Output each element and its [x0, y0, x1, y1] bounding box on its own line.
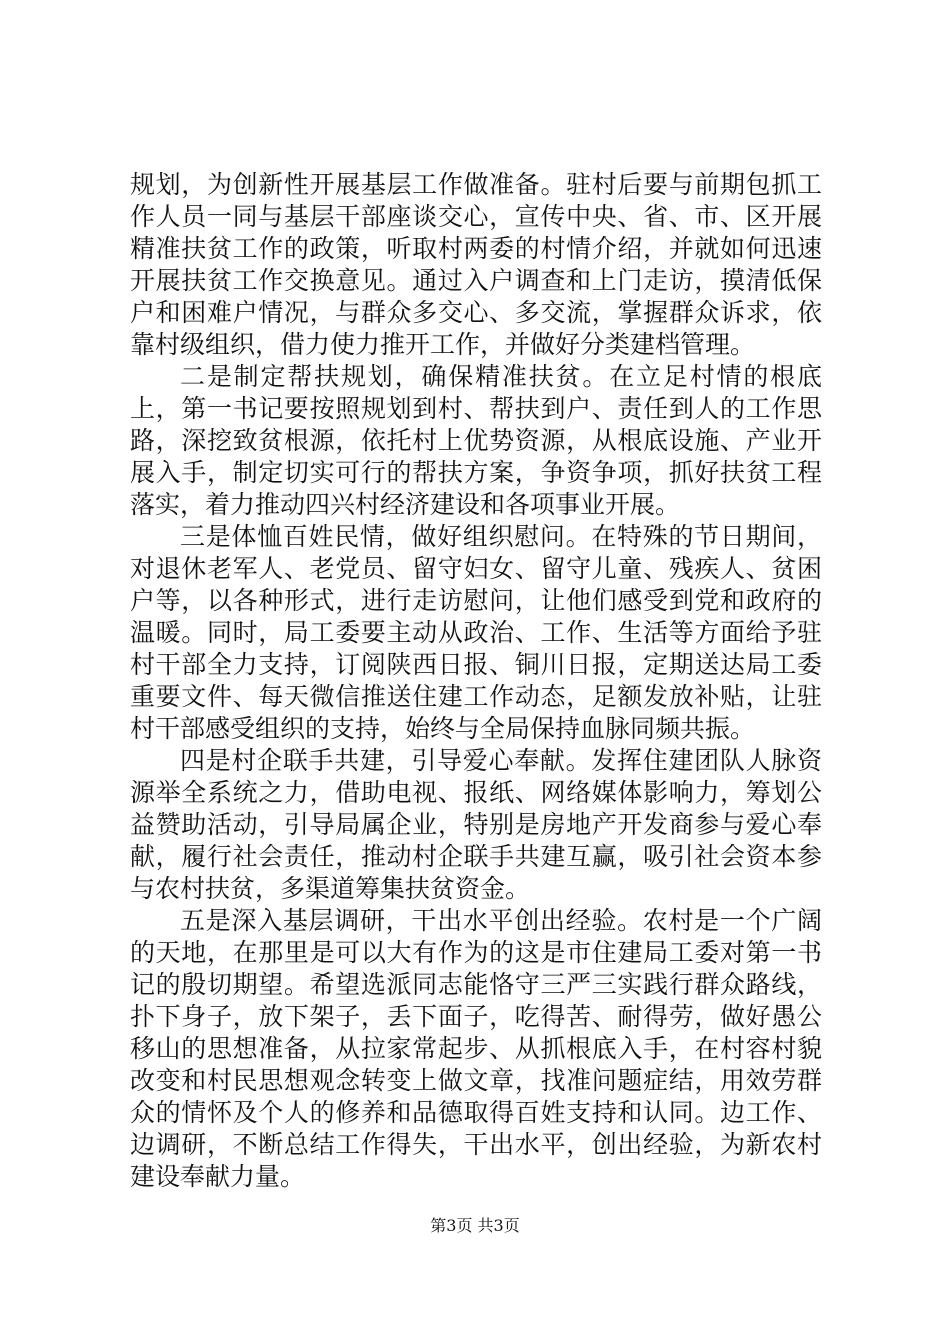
paragraph-item-4: 四是村企联手共建，引导爱心奉献。发挥住建团队人脉资源举全系统之力，借助电视、报纸、网络媒体影响力，筹划公益赞助活动，引导局属企业，特别是房地产开发商参与爱心奉献，履行社会责任，推动村企联手共建互赢，吸引社会资本参与农村扶贫，多渠道筹集扶贫资金。	[130, 746, 822, 903]
paragraph-item-3: 三是体恤百姓民情，做好组织慰问。在特殊的节日期间，对退休老军人、老党员、留守妇女、留守儿童、残疾人、贫困户等，以各种形式，进行走访慰问，让他们感受到党和政府的温暖。同时，局工委要主动从政治、工作、生活等方面给予驻村干部全力支持，订阅陕西日报、铜川日报，定期送达局工委重要文件、每天微信推送住建工作动态，足额发放补贴，让驻村干部感受组织的支持，始终与全局保持血脉同频共振。	[130, 522, 822, 743]
paragraph-item-2: 二是制定帮扶规划，确保精准扶贫。在立足村情的根底上，第一书记要按照规划到村、帮扶到户、责任到人的工作思路，深挖致贫根源，依托村上优势资源，从根底设施、产业开展入手，制定切实可行的帮扶方案，争资争项，抓好扶贫工程落实，着力推动四兴村经济建设和各项事业开展。	[130, 362, 822, 519]
page-number-footer: 第3页 共3页	[430, 1216, 520, 1235]
paragraph-item-5: 五是深入基层调研，干出水平创出经验。农村是一个广阔的天地，在那里是可以大有作为的这是市住建局工委对第一书记的殷切期望。希望选派同志能恪守三严三实践行群众路线，扑下身子，放下架子，丢下面子，吃得苦、耐得劳，做好愚公移山的思想准备，从拉家常起步、从抓根底入手，在村容村貌改变和村民思想观念转变上做文章，找准问题症结，用效劳群众的情怀及个人的修养和品德取得百姓支持和认同。边工作、边调研，不断总结工作得失，干出水平，创出经验，为新农村建设奉献力量。	[130, 906, 822, 1191]
document-body	[130, 169, 822, 1193]
paragraph-continuation: 规划，为创新性开展基层工作做准备。驻村后要与前期包抓工作人员一同与基层干部座谈交心，宣传中央、省、市、区开展精准扶贫工作的政策，听取村两委的村情介绍，并就如何迅速开展扶贫工作交换意见。通过入户调查和上门走访，摸清低保户和困难户情况，与群众多交心、多交流，掌握群众诉求，依靠村级组织，借力使力推开工作，并做好分类建档管理。	[130, 170, 822, 359]
